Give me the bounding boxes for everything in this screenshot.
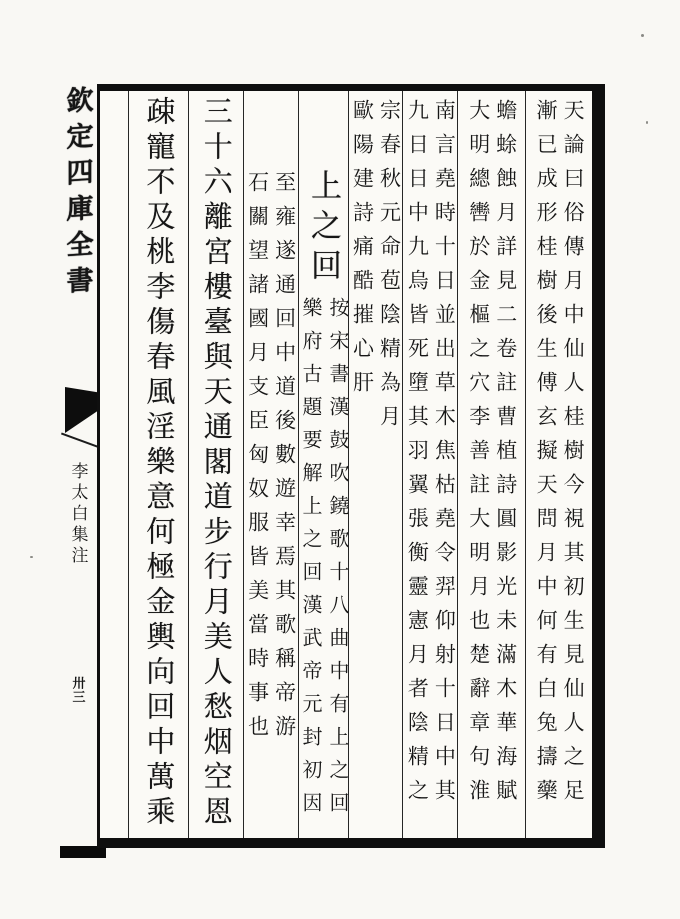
fishtail-mark-icon [65, 387, 99, 433]
text-frame [97, 84, 605, 848]
column-empty [100, 91, 128, 838]
annotation-left-line: 石關望諸國月支臣匈奴服皆美當時事也 [245, 171, 270, 749]
annotation-right-line: 天論曰俗傳月中仙人桂樹今視其初生見仙人之足 [561, 99, 586, 813]
annotation-pair [532, 99, 586, 813]
scan-speck [646, 121, 648, 124]
column-annotation-2 [457, 91, 525, 838]
annotation-left-line: 大明總轡於金樞之穴李善註大明月也楚辭章句淮 [466, 99, 491, 813]
annotation-pair [403, 99, 457, 813]
annotation-right-line: 按宋書漢鼓吹鐃歌十八曲中有上之回 [326, 297, 349, 825]
annotation-left-line: 歐陽建詩痛酷摧心肝 [350, 99, 375, 405]
annotation-right-line: 南言堯時十日並出草木焦枯堯令羿仰射十日中其 [432, 99, 457, 813]
annotation-pair [244, 171, 298, 749]
spine-strip [58, 84, 98, 848]
annotation-right-line: 宗春秋元命苞陰精為月 [377, 99, 402, 439]
scan-speck [30, 556, 33, 558]
column-poem-line-2 [128, 91, 188, 838]
annotation-right-line: 至雍遂通回中道後數遊幸焉其歌稱帝游 [272, 171, 297, 749]
poem-line-text: 疎寵不及桃李傷春風淫樂意何極金輿向回中萬乘 [142, 96, 175, 831]
annotation-left-line: 樂府古題要解上之回漢武帝元封初因 [299, 297, 322, 825]
annotation-left-line: 九日日中九烏皆死墮其羽翼張衡靈憲月者陰精之 [405, 99, 430, 813]
column-annotation-3 [402, 91, 457, 838]
poem-title-text: 上之回 [306, 169, 342, 289]
spine-banner-title: 欽定四庫全書 [62, 84, 93, 304]
scan-speck [641, 34, 644, 37]
annotation-pair [296, 297, 350, 825]
spine-page-number: 卅三 [70, 676, 86, 704]
column-annotation-indented [243, 91, 298, 838]
spine-book-title: 李太白集注 [68, 462, 88, 567]
annotation-right-line: 蟾蜍蝕月詳見二卷註曹植詩圓影光未滿木華海賦 [493, 99, 518, 813]
column-poem-title [298, 91, 348, 838]
poem-line-text: 三十六離宮樓臺與天通閣道步行月美人愁烟空恩 [199, 96, 232, 831]
column-annotation-4 [348, 91, 403, 838]
annotation-left-line: 漸已成形桂樹後生傅玄擬天問月中何有白兔擣藥 [534, 99, 559, 813]
column-grid [100, 91, 592, 838]
column-annotation-1 [525, 91, 592, 838]
annotation-pair [348, 99, 402, 439]
annotation-pair [465, 99, 519, 813]
column-poem-line-1 [188, 91, 243, 838]
